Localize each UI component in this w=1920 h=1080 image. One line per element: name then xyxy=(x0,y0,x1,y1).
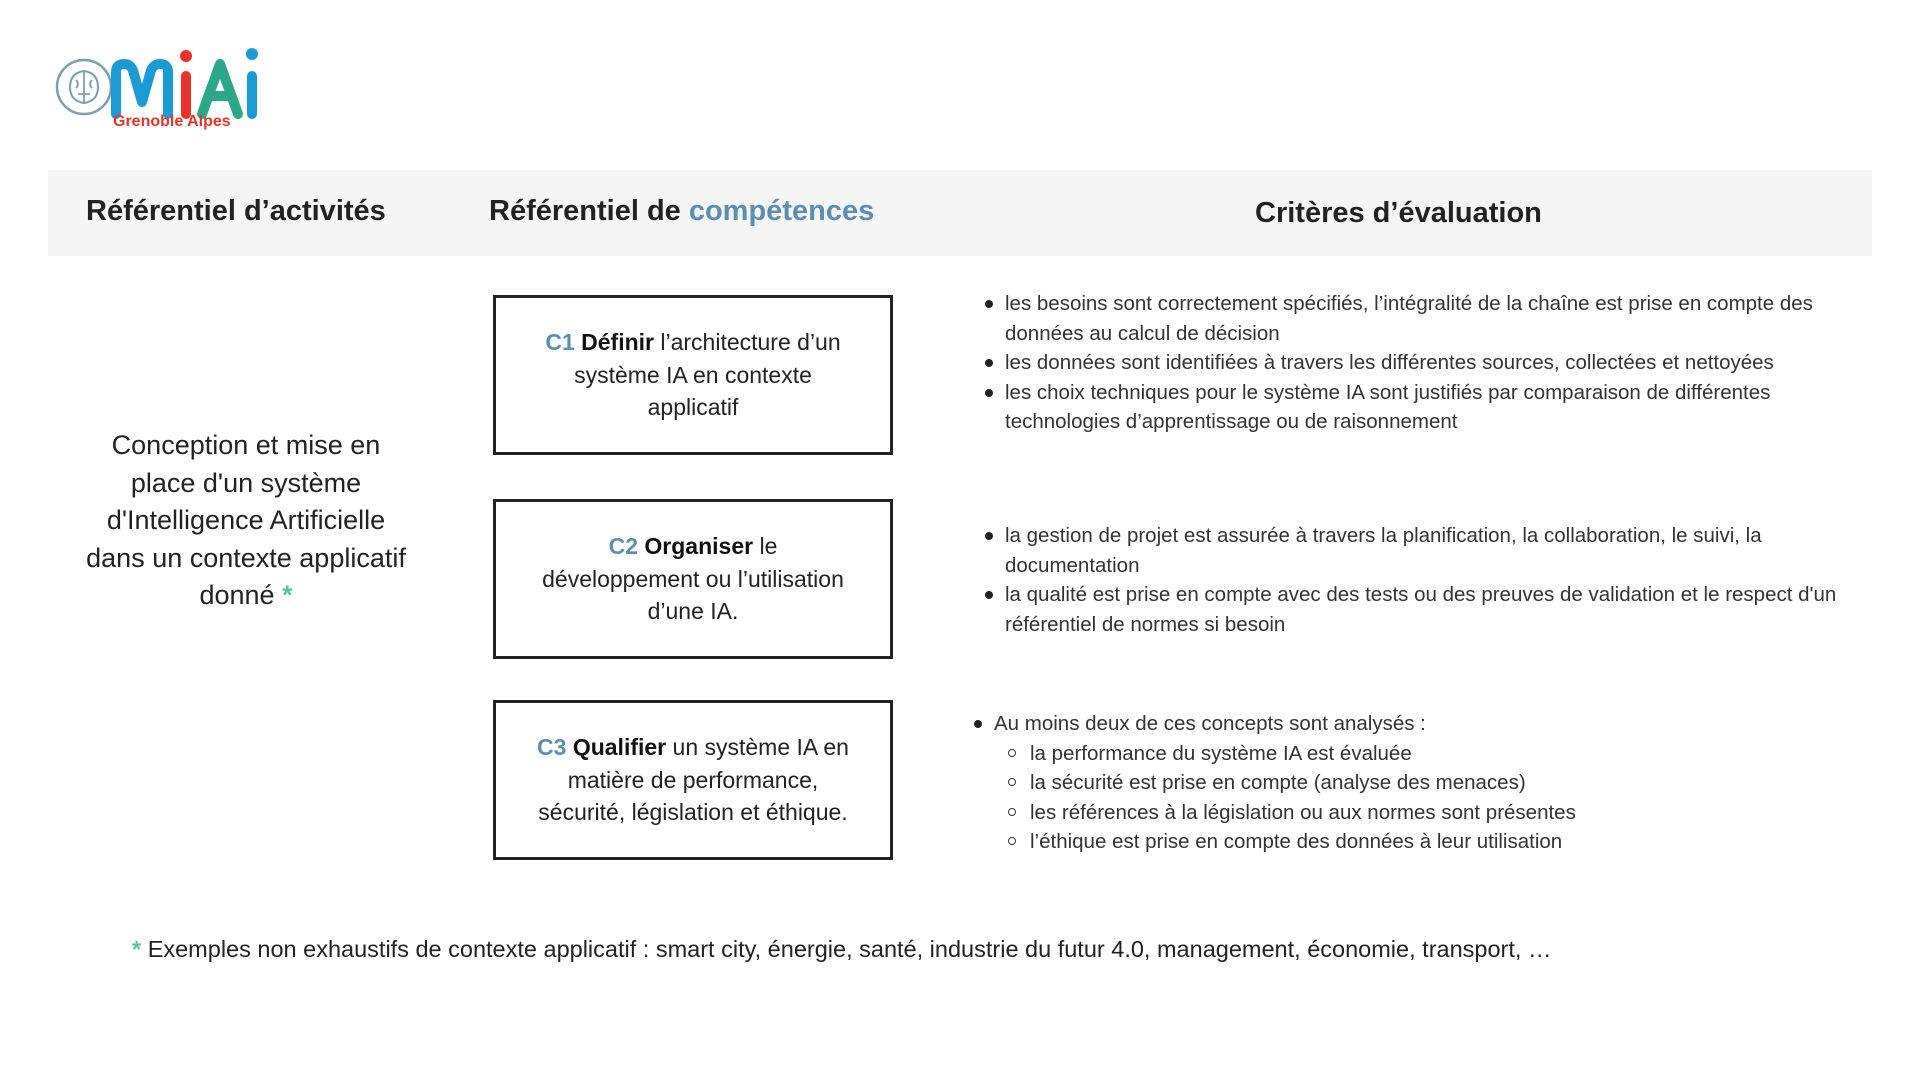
criteria-intro: Au moins deux de ces concepts sont analysés : xyxy=(972,709,1852,739)
competence-c3-text xyxy=(534,731,852,829)
competence-c2-text xyxy=(534,530,852,628)
competence-code: C1 xyxy=(545,329,575,356)
competence-verb: Qualifier xyxy=(572,734,667,761)
competence-box-c2 xyxy=(493,499,893,659)
criteria-c2 xyxy=(983,521,1863,639)
header-competences-prefix: Référentiel de xyxy=(489,195,689,227)
criteria-subitem: la performance du système IA est évaluée xyxy=(972,739,1852,769)
criteria-item: les choix techniques pour le système IA sont justifiés par comparaison de différentes technologies d’apprentissage ou de raisonnement xyxy=(983,378,1813,437)
competence-c1-text xyxy=(534,326,852,424)
criteria-item: la gestion de projet est assurée à travers la planification, la collaboration, le suivi, la documentation xyxy=(983,521,1863,580)
competence-verb: Organiser xyxy=(644,533,754,560)
footnote xyxy=(132,936,1551,963)
competence-code: C2 xyxy=(608,533,639,560)
competence-rest: un système IA en matière de performance, sécurité, législation et éthique. xyxy=(538,734,849,826)
activity-text: Conception et mise en place d'un système d'Intelligence Artificielle dans un contexte applicatif donné xyxy=(86,430,406,610)
criteria-c3 xyxy=(972,709,1852,857)
criteria-c2-list xyxy=(983,521,1863,639)
competence-rest: le développement ou l’utilisation d’une IA. xyxy=(542,533,844,625)
activity-description xyxy=(86,427,406,615)
criteria-c1 xyxy=(983,289,1813,437)
activity-star: * xyxy=(282,580,293,610)
criteria-c1-list xyxy=(983,289,1813,437)
criteria-subitem: l’éthique est prise en compte des données à leur utilisation xyxy=(972,827,1852,857)
criteria-item: la qualité est prise en compte avec des tests ou des preuves de validation et le respect d'un référentiel de normes si besoin xyxy=(983,580,1863,639)
header-criteria: Critères d’évaluation xyxy=(1255,197,1542,229)
footnote-text: Exemples non exhaustifs de contexte applicatif : smart city, énergie, santé, industrie du futur 4.0, management, économie, transport, … xyxy=(147,936,1552,962)
competence-code: C3 xyxy=(537,734,567,761)
header-competences-accent: compétences xyxy=(688,195,875,227)
criteria-c3-list xyxy=(972,709,1852,857)
competence-box-c1 xyxy=(493,295,893,455)
brain-icon xyxy=(57,60,111,114)
criteria-item: les besoins sont correctement spécifiés, l’intégralité de la chaîne est prise en compte des données au calcul de décision xyxy=(983,289,1813,348)
competence-verb: Définir xyxy=(581,329,654,356)
header-competences xyxy=(489,195,874,228)
competence-rest: l’architecture d’un système IA en contexte applicatif xyxy=(574,329,841,421)
logo-subtitle: Grenoble Alpes xyxy=(113,113,231,130)
criteria-subitem: les références à la législation ou aux normes sont présentes xyxy=(972,798,1852,828)
criteria-subitem: la sécurité est prise en compte (analyse des menaces) xyxy=(972,768,1852,798)
header-activities: Référentiel d’activités xyxy=(86,195,386,227)
criteria-item: les données sont identifiées à travers les différentes sources, collectées et nettoyées xyxy=(983,348,1813,378)
footnote-star: * xyxy=(132,936,142,962)
competence-box-c3 xyxy=(493,700,893,860)
miai-logo-mark xyxy=(52,42,262,122)
